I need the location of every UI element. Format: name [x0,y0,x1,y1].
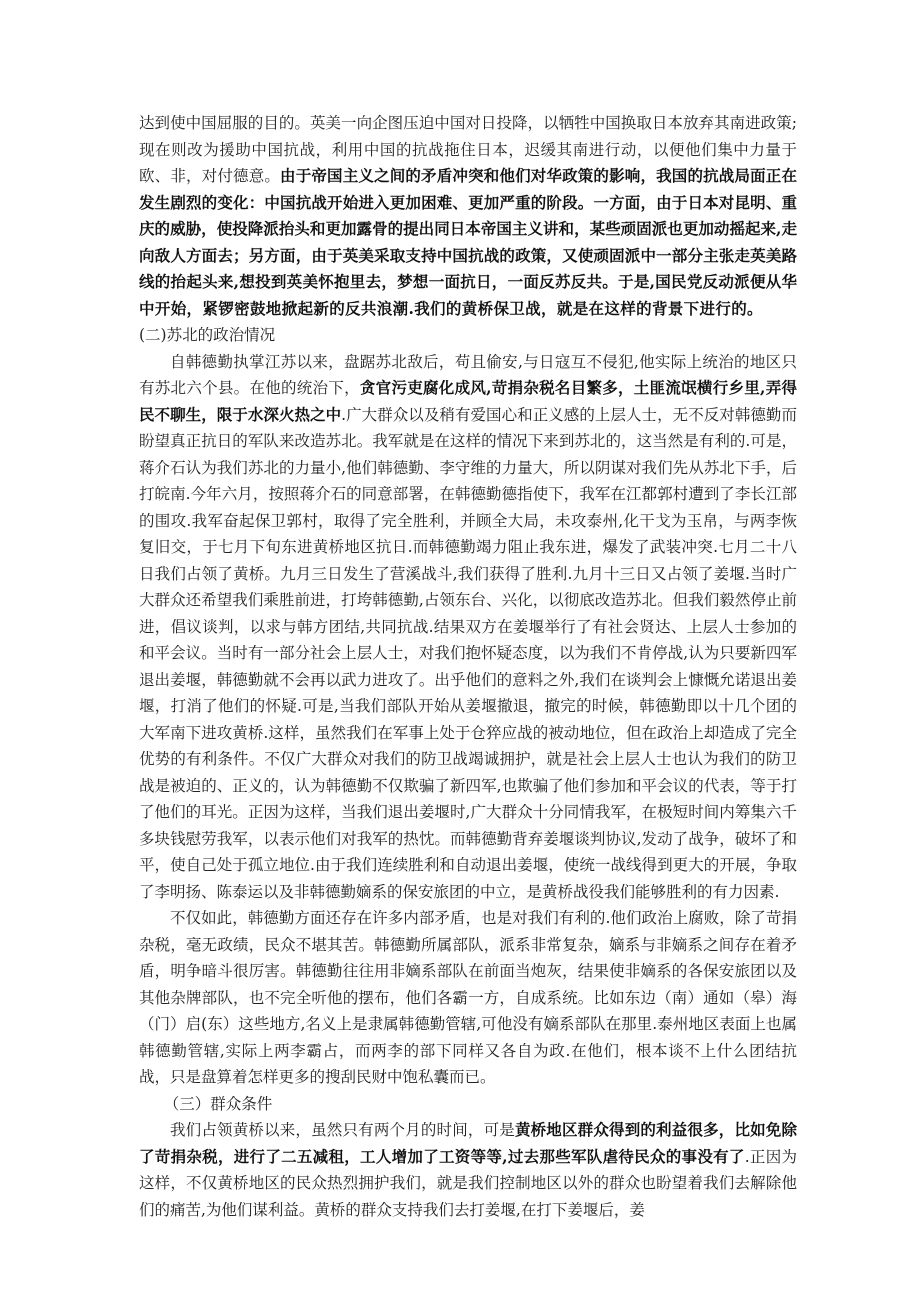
paragraph-4-text-end: .正因为这样，不仅黄桥地区的民众热烈拥护我们，就是我们控制地区以外的群众也盼望着我们去解除他们的痛苦,为他们谋利益。黄桥的群众支持我们去打姜堰,在打下姜堰后，姜 [139,1147,797,1219]
paragraph-4-text-start: 我们占领黄桥以来，虽然只有两个月的时间，可是 [170,1121,515,1139]
paragraph-1-text: 达到使中国屈服的目的。英美一向企图压迫中国对日投降，以牺牲中国换取日本放弃其南进政策;现在则改为援助中国抗战，利用中国的抗战拖住日本，迟缓其南进行动，以便他们集中力量于欧、非，对付德意。 [139,114,797,185]
paragraph-1 [139,110,797,349]
paragraph-2 [139,349,797,906]
paragraph-4-bold-text: 黄桥地区群众得到的利益很多，比如免除了苛捐杂税，进行了二五减租，工人增加了工资等等,过去那些军队虐待民众的事没有了 [139,1120,797,1166]
paragraph-2-bold-text: 贪官污吏腐化成风,苛捐杂税名目繁多，土匪流氓横行乡里,弄得民不聊生，限于水深火热之中 [139,378,797,424]
section-heading-3: （三）群众条件 [163,1094,273,1113]
section-heading-2: (二)苏北的政治情况 [139,326,276,344]
paragraph-4 [139,1117,797,1223]
paragraph-2-text-start: 自韩德勤执掌江苏以来，盘踞苏北敌后，苟且偷安,与日寇互不侵犯,他实际上统治的地区只有苏北六个县。在他的统治下， [139,352,797,397]
document-body [139,110,797,1223]
paragraph-1-bold-text: 由于帝国主义之间的矛盾冲突和他们对华政策的影响，我国的抗战局面正在发生剧烈的变化：中国抗战开始进入更加困难、更加严重的阶段。一方面，由于日本对昆明、重庆的威胁，使投降派抬头和更加露骨的提出同日本帝国主义讲和，某些顽固派也更加动摇起来,走向敌人方面去；另方面，由于英美采取支持中国抗战的政策，又使顽固派中一部分主张走英美路线的抬起头来,想投到英美怀抱里去，梦想一面抗日，一面反苏反共。于是,国民党反动派便从华中开始，紧锣密鼓地掀起新的反共浪潮.我们的黄桥保卫战，就是在这样的背景下进行的。 [139,166,797,318]
paragraph-2-text-end: .广大群众以及稍有爱国心和正义感的上层人士，无不反对韩德勤而盼望真正抗日的军队来改造苏北。我军就是在这样的情况下来到苏北的，这当然是有利的.可是，蒋介石认为我们苏北的力量小,他们韩德勤、李守维的力量大，所以阴谋对我们先从苏北下手，后打皖南.今年六月，按照蒋介石的同意部署，在韩德勤德指使下，我军在江都郭村遭到了李长江部的围攻.我军奋起保卫郭村，取得了完全胜利，并顾全大局，未攻泰州,化干戈为玉帛，与两李恢复旧交，于七月下旬东进黄桥地区抗日.而韩德勤竭力阻止我东进，爆发了武装冲突.七月二十八日我们占领了黄桥。九月三日发生了营溪战斗,我们获得了胜利.九月十三日又占领了姜堰.当时广大群众还希望我们乘胜前进，打垮韩德勤,占领东台、兴化，以彻底改造苏北。但我们毅然停止前进，倡议谈判，以求与韩方团结,共同抗战.结果双方在姜堰举行了有社会贤达、上层人士参加的和平会议。当时有一部分社会上层人士，对我们抱怀疑态度，以为我们不肯停战,认为只要新四军退出姜堰，韩德勤就不会再以武力进攻了。出乎他们的意料之外,我们在谈判会上慷慨允诺退出姜堰，打消了他们的怀疑.可是,当我们部队开始从姜堰撤退，撤完的时候，韩德勤即以十几个团的大军南下进攻黄桥.这样，虽然我们在军事上处于仓猝应战的被动地位，但在政治上却造成了完全优势的有利条件。不仅广大群众对我们的防卫战竭诚拥护，就是社会上层人士也认为我们的防卫战是被迫的、正义的，认为韩德勤不仅欺骗了新四军,也欺骗了他们参加和平会议的代表，等于打了他们的耳光。正因为这样，当我们退出姜堰时,广大群众十分同情我军，在极短时间内筹集六千多块钱慰劳我军，以表示他们对我军的热忱。而韩德勤背弃姜堰谈判协议,发动了战争，破坏了和平，使自己处于孤立地位.由于我们连续胜利和自动退出姜堰，使统一战线得到更大的开展，争取了李明扬、陈泰运以及非韩德勤嫡系的保安旅团的中立，是黄桥战役我们能够胜利的有力因素. [139,405,797,901]
paragraph-3: 不仅如此，韩德勤方面还存在许多内部矛盾，也是对我们有利的.他们政治上腐败，除了苛捐杂税，毫无政绩，民众不堪其苦。韩德勤所属部队，派系非常复杂，嫡系与非嫡系之间存在着矛盾，明争暗斗很厉害。韩德勤往往用非嫡系部队在前面当炮灰，结果使非嫡系的各保安旅团以及其他杂牌部队，也不完全听他的摆布，他们各霸一方，自成系统。比如东边（南）通如（皋）海（门）启(东）这些地方,名义上是隶属韩德勤管辖,可他没有嫡系部队在那里.泰州地区表面上也属韩德勤管辖,实际上两李霸占，而两李的部下同样又各自为政.在他们，根本谈不上什么团结抗战，只是盘算着怎样更多的搜刮民财中饱私囊而已。 [139,909,797,1086]
